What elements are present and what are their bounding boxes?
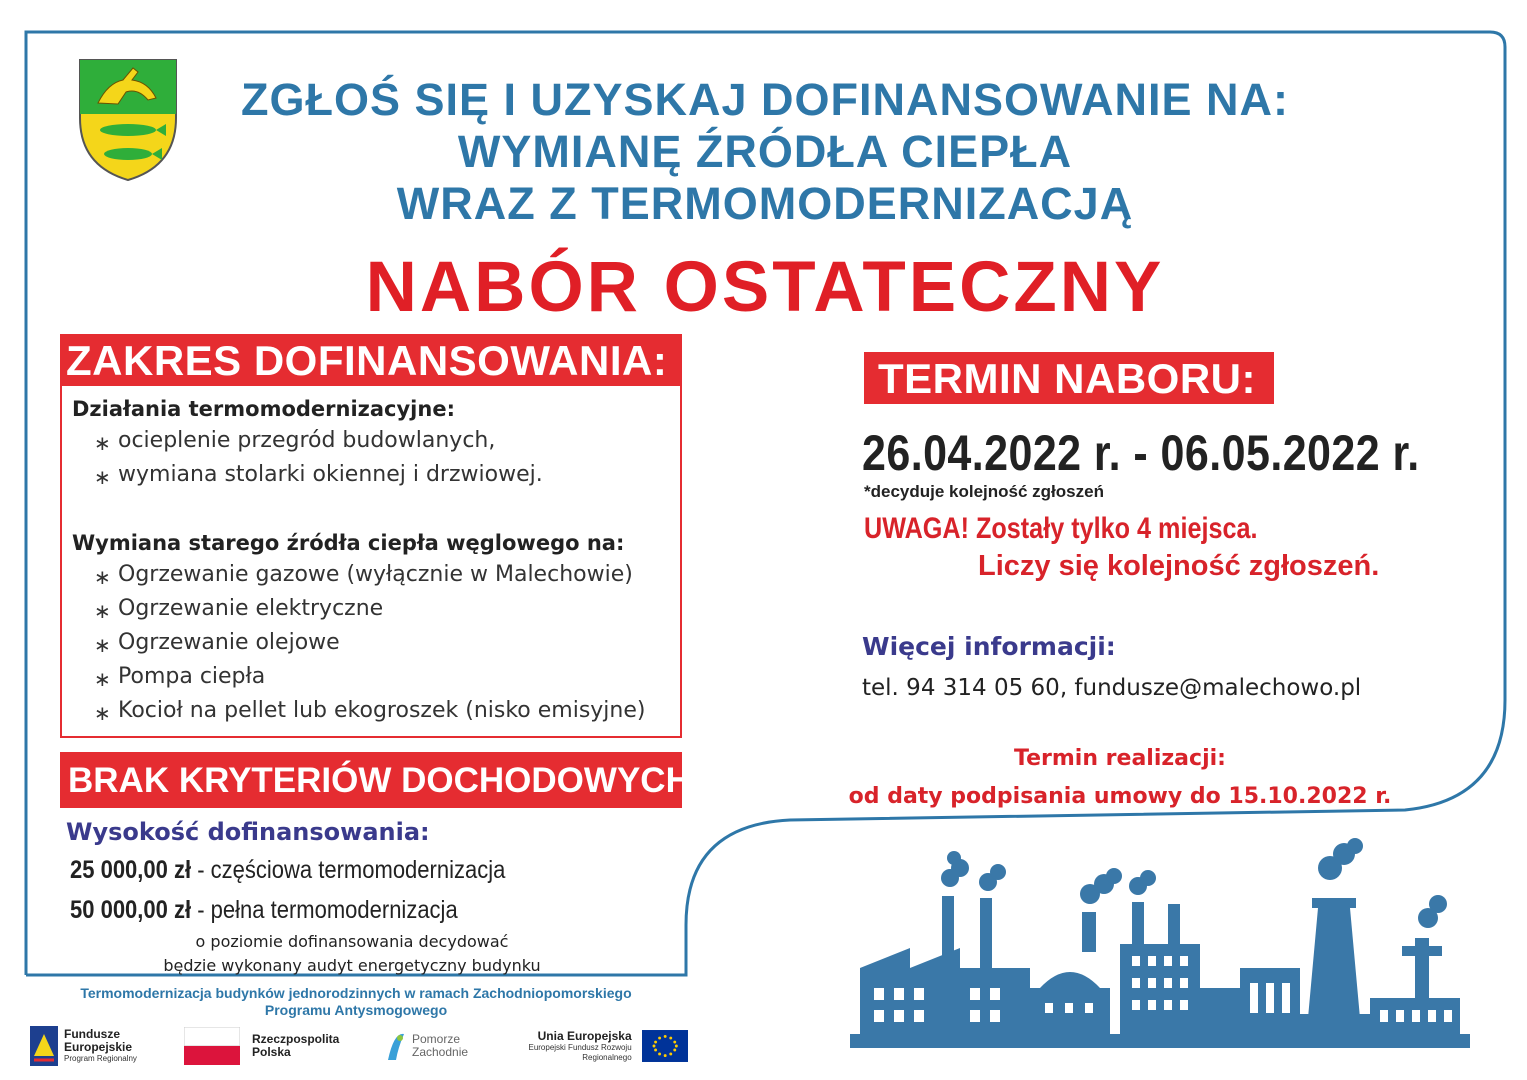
list-item-text: Ogrzewanie gazowe (wyłącznie w Malechowie) <box>118 562 633 587</box>
bullet-star-icon: ∗ <box>94 701 111 725</box>
coat-of-arms-icon <box>78 58 178 182</box>
realizacja-line-1: Termin realizacji: <box>1014 746 1226 771</box>
headline-line-3: WRAZ Z TERMOMODERNIZACJĄ <box>396 178 1134 229</box>
group2-title: Wymiana starego źródła ciepła węglowego na: <box>72 531 625 555</box>
amount-description: - częściowa termomodernizacja <box>191 856 506 884</box>
footer-line-2: Programu Antysmogowego <box>264 1002 448 1018</box>
ue-subtitle: Europejski Fundusz Rozwoju Regionalnego <box>528 1042 632 1062</box>
bullet-star-icon: ∗ <box>94 431 111 455</box>
amount-description: - pełna termomodernizacja <box>191 896 458 924</box>
list-item <box>72 694 645 728</box>
pomorze-zachodnie-icon <box>384 1028 408 1064</box>
list-item-text: Pompa ciepła <box>118 664 266 689</box>
rzeczpospolita-polska-logo <box>184 1020 354 1072</box>
amount-partial <box>70 856 505 885</box>
audit-note-1: o poziomie dofinansowania decydować <box>195 932 509 951</box>
audit-note-2: będzie wykonany audyt energetyczny budynku <box>163 956 541 975</box>
realizacja-line-2: od daty podpisania umowy do 15.10.2022 r. <box>848 784 1392 809</box>
headline <box>190 74 1340 230</box>
contact-details: tel. 94 314 05 60, fundusze@malechowo.pl <box>862 675 1362 701</box>
group1-title: Działania termomodernizacyjne: <box>72 397 455 421</box>
eu-flag-icon <box>642 1026 688 1066</box>
list-item <box>72 424 543 458</box>
headline-line-2: WYMIANĘ ŹRÓDŁA CIEPŁA <box>457 126 1073 177</box>
bullet-star-icon: ∗ <box>94 633 111 657</box>
group1 <box>72 394 543 492</box>
fundusze-europejskie-icon <box>30 1026 58 1066</box>
list-item <box>72 558 645 592</box>
list-item-text: wymiana stolarki okiennej i drzwiowej. <box>118 462 543 487</box>
fe-subtitle: Program Regionalny <box>64 1054 137 1063</box>
rp-title: Rzeczpospolita Polska <box>252 1032 340 1059</box>
uwaga-line-2: Liczy się kolejność zgłoszeń. <box>978 550 1380 582</box>
fe-title: Fundusze Europejskie <box>64 1027 133 1054</box>
list-item-text: Ogrzewanie elektryczne <box>118 596 384 621</box>
list-item <box>72 626 645 660</box>
bullet-star-icon: ∗ <box>94 565 111 589</box>
bullet-star-icon: ∗ <box>94 465 111 489</box>
bullet-star-icon: ∗ <box>94 599 111 623</box>
unia-europejska-logo <box>508 1020 688 1072</box>
sponsor-logos <box>30 1020 690 1072</box>
list-item-text: Ogrzewanie olejowe <box>118 630 340 655</box>
uwaga-line-1: UWAGA! Zostały tylko 4 miejsca. <box>864 512 1258 545</box>
zakres-banner: ZAKRES DOFINANSOWANIA: <box>60 334 682 386</box>
amount-full <box>70 896 458 925</box>
brak-kryteriow-banner: BRAK KRYTERIÓW DOCHODOWYCH <box>60 752 682 808</box>
nabor-title: NABÓR OSTATECZNY <box>365 248 1165 327</box>
pz-title: Pomorze Zachodnie <box>412 1032 469 1059</box>
list-item <box>72 458 543 492</box>
termin-dates: 26.04.2022 r. - 06.05.2022 r. <box>862 425 1420 481</box>
polish-flag-icon <box>184 1027 240 1065</box>
headline-line-1: ZGŁOŚ SIĘ I UZYSKAJ DOFINANSOWANIE NA: <box>240 74 1290 125</box>
termin-note: *decyduje kolejność zgłoszeń <box>864 482 1104 501</box>
list-item-text: ocieplenie przegród budowlanych, <box>118 428 496 453</box>
list-item-text: Kocioł na pellet lub ekogroszek (nisko emisyjne) <box>118 698 646 723</box>
list-item <box>72 592 645 626</box>
amount-value: 25 000,00 zł <box>70 856 192 884</box>
wysokosc-title: Wysokość dofinansowania: <box>66 818 430 846</box>
wiecej-informacji-title: Więcej informacji: <box>862 632 1116 661</box>
bullet-star-icon: ∗ <box>94 667 111 691</box>
pomorze-zachodnie-logo <box>384 1020 484 1072</box>
factory-illustration-icon <box>850 838 1470 1048</box>
fundusze-europejskie-logo <box>30 1020 160 1072</box>
list-item <box>72 660 645 694</box>
termin-banner: TERMIN NABORU: <box>864 352 1274 404</box>
ue-title: Unia Europejska <box>537 1028 632 1043</box>
footer-line-1: Termomodernizacja budynków jednorodzinnych w ramach Zachodniopomorskiego <box>80 985 632 1001</box>
group2 <box>72 528 645 728</box>
amount-value: 50 000,00 zł <box>70 896 192 924</box>
